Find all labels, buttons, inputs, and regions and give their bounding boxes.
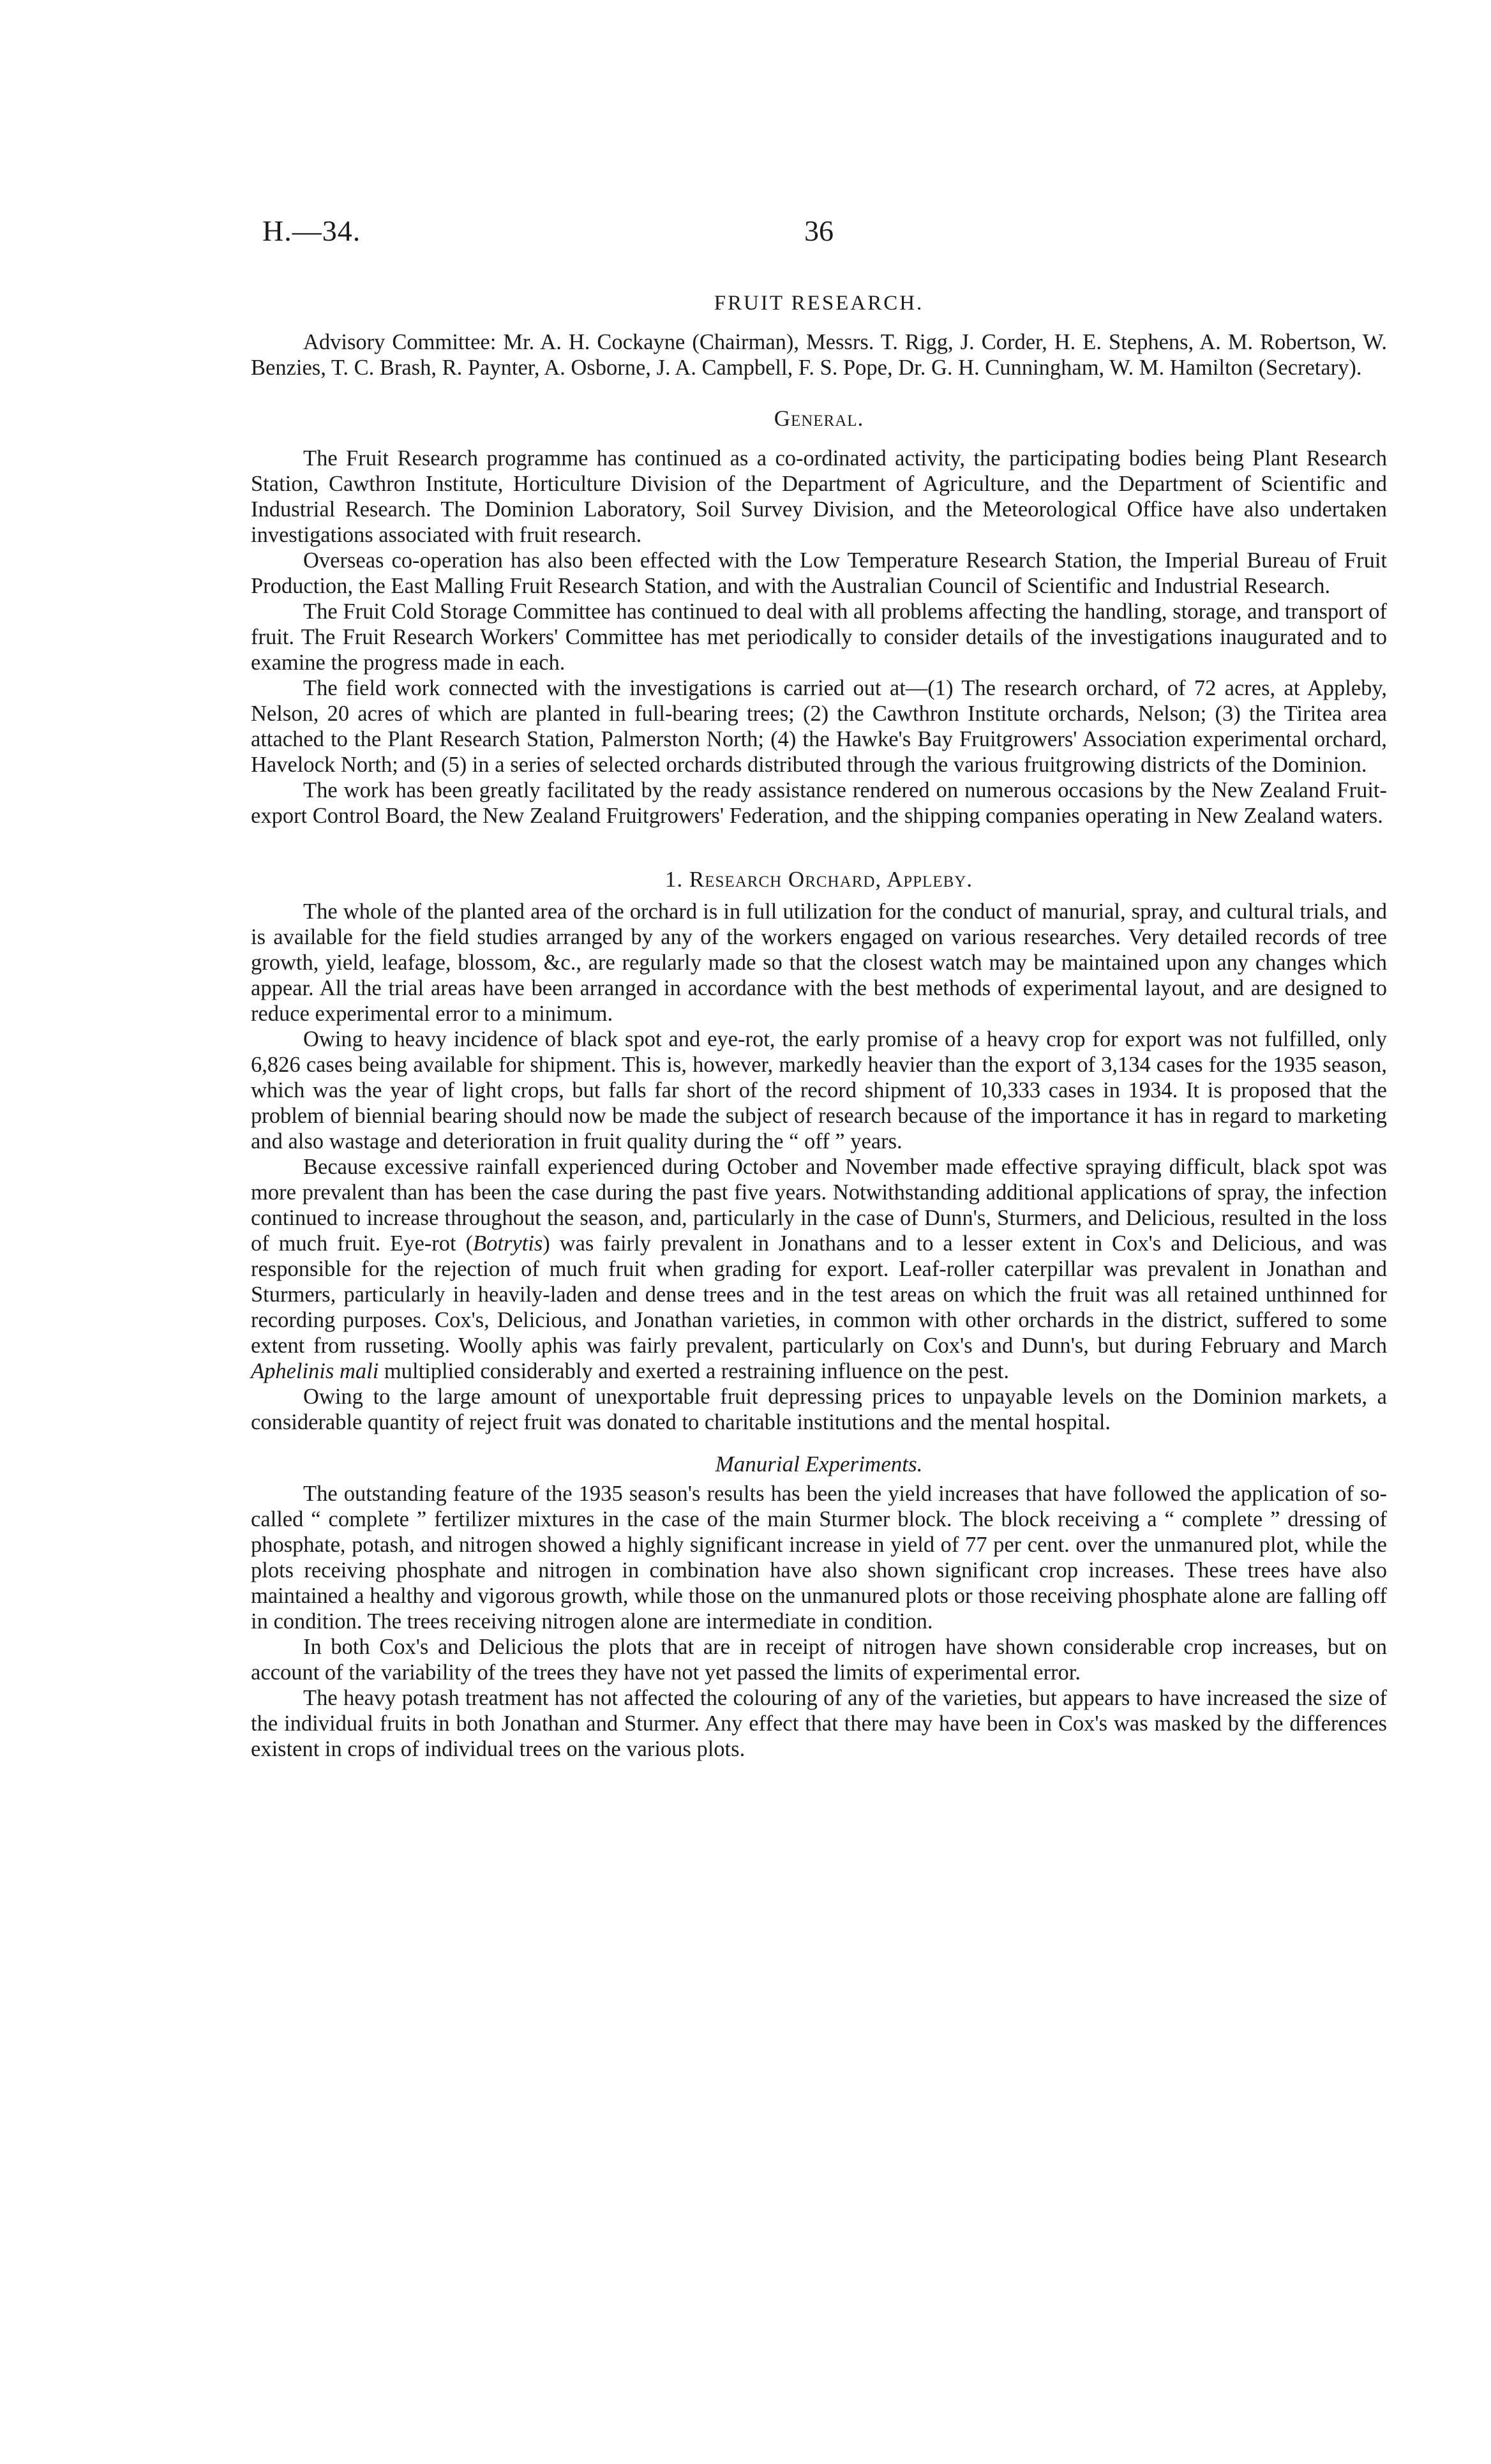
page-reference: H.—34.	[262, 214, 361, 247]
orchard-paragraph-pests	[251, 1154, 1387, 1384]
manurial-paragraph: In both Cox's and Delicious the plots that are in receipt of nitrogen have shown considerable crop increases, but on account of the variability of the trees they have not yet passed the limits of experimental error.	[251, 1635, 1387, 1685]
research-orchard-heading: 1. Research Orchard, Appleby.	[664, 867, 973, 892]
page-header	[251, 214, 1387, 265]
manurial-paragraph: The heavy potash treatment has not affected the colouring of any of the varieties, but appears to have increased the size of the individual fruits in both Jonathan and Sturmer. Any effect that there may have been in Cox's was masked by the differences existent in crops of individual trees on the various plots.	[251, 1686, 1387, 1761]
general-heading: General.	[774, 406, 864, 431]
orchard-paragraph: The whole of the planted area of the orchard is in full utilization for the conduct of manurial, spray, and cultural trials, and is available for the field studies arranged by any of the workers engaged on various researches. Very detailed records of tree growth, yield, leafage, blossom, &c., are regularly made so that the closest watch may be maintained upon any changes which appear. All the trial areas have been arranged in accordance with the best methods of experimental layout, and are designed to reduce experimental error to a minimum.	[251, 899, 1387, 1026]
orchard-paragraph: Owing to heavy incidence of black spot and eye-rot, the early promise of a heavy crop for export was not fulfilled, only 6,826 cases being available for shipment. This is, however, markedly heavier than the export of 3,134 cases for the 1935 season, which was the year of light crops, but falls far short of the record shipment of 10,333 cases in 1934. It is proposed that the problem of biennial bearing should now be made the subject of research because of the importance it has in regard to marketing and also wastage and deterioration in fruit quality during the “ off ” years.	[251, 1027, 1387, 1153]
advisory-committee: Advisory Committee: Mr. A. H. Cockayne (Chairman), Messrs. T. Rigg, J. Corder, H. E. Stephens, A. M. Robertson, W. Benzies, T. C. Brash, R. Paynter, A. Osborne, J. A. Campbell, F. S. Pope, Dr. G. H. Cunningham, W. M. Hamilton (Secretary).	[251, 330, 1387, 380]
general-paragraph: The work has been greatly facilitated by the ready assistance rendered on numerous occasions by the New Zealand Fruit-export Control Board, the New Zealand Fruitgrowers' Federation, and the shipping companies operating in New Zealand waters.	[251, 778, 1387, 828]
general-paragraph: Overseas co-operation has also been effected with the Low Temperature Research Station, the Imperial Bureau of Fruit Production, the East Malling Fruit Research Station, and with the Australian Council of Scientific and Industrial Research.	[251, 548, 1387, 598]
general-paragraph: The Fruit Cold Storage Committee has continued to deal with all problems affecting the handling, storage, and transport of fruit. The Fruit Research Workers' Committee has met periodically to consider details of the investigations inaugurated and to examine the progress made in each.	[251, 599, 1387, 675]
general-paragraph: The field work connected with the investigations is carried out at—(1) The research orchard, of 72 acres, at Appleby, Nelson, 20 acres of which are planted in full-bearing trees; (2) the Cawthron Institute orchards, Nelson; (3) the Tiritea area attached to the Plant Research Station, Palmerston North; (4) the Hawke's Bay Fruitgrowers' Association experimental orchard, Havelock North; and (5) in a series of selected orchards distributed through the various fruitgrowing districts of the Dominion.	[251, 676, 1387, 777]
manurial-paragraph: The outstanding feature of the 1935 season's results has been the yield increases that have followed the application of so-called “ complete ” fertilizer mixtures in the case of the main Sturmer block. The block receiving a “ complete ” dressing of phosphate, potash, and nitrogen showed a highly significant increase in yield of 77 per cent. over the unmanured plot, while the plots receiving phosphate and nitrogen in combination have also shown significant crop increases. These trees have also maintained a healthy and vigorous growth, while those on the unmanured plots or those receiving phosphate alone are falling off in condition. The trees receiving nitrogen alone are intermediate in condition.	[251, 1482, 1387, 1634]
manurial-experiments-heading: Manurial Experiments.	[715, 1452, 923, 1476]
pests-text: ) was fairly prevalent in Jonathans and to a lesser extent in Cox's and Delicious, and was responsible for the rejection of much fruit when grading for export. Leaf-roller caterpillar was prevalent in Jonathan and Sturmers, particularly in heavily-laden and dense trees and in the test areas on which the fruit was all retained unthinned for recording purposes. Cox's, Delicious, and Jonathan varieties, in common with other orchards in the district, suffered to some extent from russeting. Woolly aphis was fairly prevalent, particularly on Cox's and Dunn's, but during February and March	[251, 1231, 1387, 1358]
document-title: FRUIT RESEARCH.	[714, 292, 924, 315]
pests-text: multiplied considerably and exerted a restraining influence on the pest.	[378, 1359, 1009, 1383]
pests-text: Because excessive rainfall experienced during October and November made effective spraying difficult, black spot was more prevalent than has been the case during the past five years. Notwithstanding additional applications of spray, the infection continued to increase throughout the season, and, particularly in the case of Dunn's, Sturmers, and Delicious, resulted in the loss of much fruit. Eye-rot (	[251, 1155, 1387, 1256]
page-number: 36	[804, 214, 834, 247]
aphelinis-term: Aphelinis mali	[251, 1359, 379, 1383]
botrytis-term: Botrytis	[473, 1231, 543, 1256]
orchard-paragraph: Owing to the large amount of unexportable fruit depressing prices to unpayable levels on the Dominion markets, a considerable quantity of reject fruit was donated to charitable institutions and the mental hospital.	[251, 1385, 1387, 1434]
general-paragraph: The Fruit Research programme has continued as a co-ordinated activity, the participating bodies being Plant Research Station, Cawthron Institute, Horticulture Division of the Department of Agriculture, and the Department of Scientific and Industrial Research. The Dominion Laboratory, Soil Survey Division, and the Meteorological Office have also undertaken investigations associated with fruit research.	[251, 446, 1387, 547]
document-page	[251, 214, 1387, 1762]
